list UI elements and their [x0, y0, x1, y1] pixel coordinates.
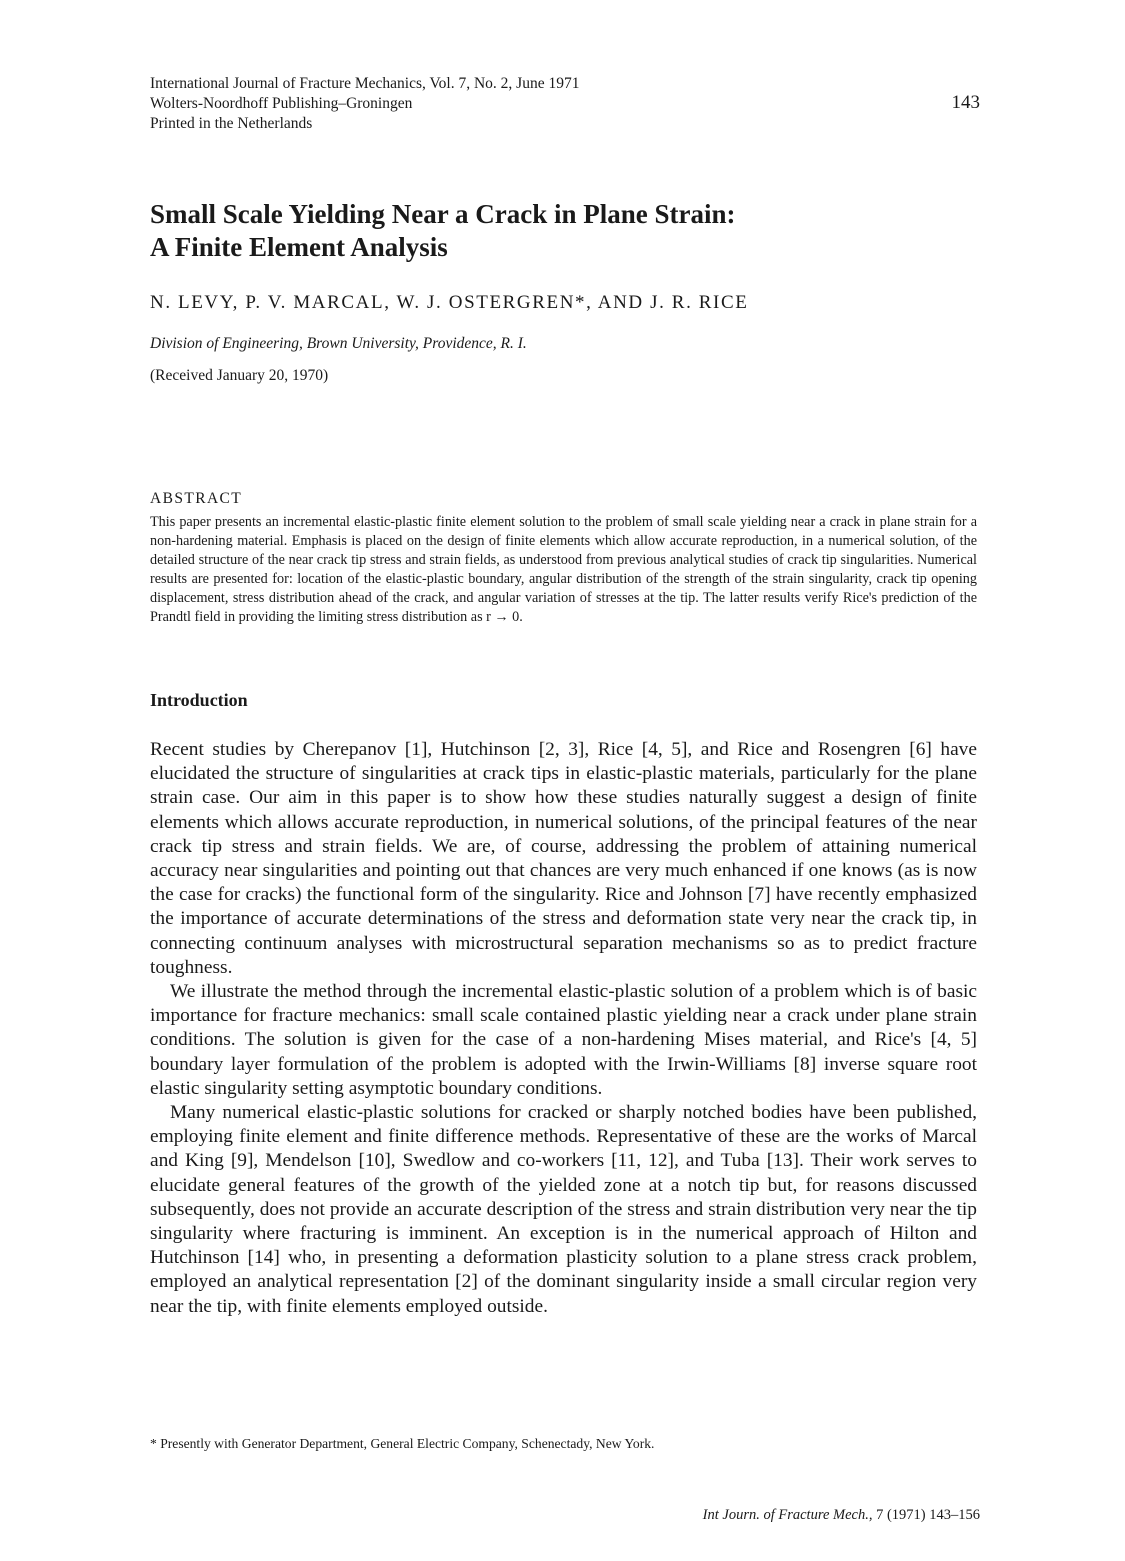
received-date: (Received January 20, 1970) — [150, 367, 329, 384]
page-number: 143 — [951, 92, 980, 113]
journal-abbrev: Int Journ. of Fracture Mech., — [702, 1507, 873, 1523]
paper-title — [150, 198, 970, 264]
publisher-line: Wolters-Noordhoff Publishing–Groningen — [150, 95, 413, 112]
abstract-text: This paper presents an incremental elastic-plastic finite element solution to the problem of small scale yielding near a crack in plane strain for a non-hardening material. Emphasis is placed on the design of finite elements which allow accurate reproduction, in a numerical solution, of the detailed structure of the near crack tip stress and strain fields, as understood from previous analytical studies of crack tip singularities. Numerical results are presented for: location of the elastic-plastic boundary, angular distribution of the strength of the strain singularity, crack tip opening displacement, stress distribution ahead of the crack, and angular variation of stresses at the tip. The latter results verify Rice's prediction of the Prandtl field in providing the limiting stress distribution as r → 0. — [150, 514, 977, 625]
citation-volume-pages: 7 (1971) 143–156 — [872, 1507, 980, 1523]
title-line-2: A Finite Element Analysis — [150, 232, 448, 262]
journal-line: International Journal of Fracture Mechanics, Vol. 7, No. 2, June 1971 — [150, 75, 580, 92]
journal-header — [150, 74, 579, 134]
paragraph: Many numerical elastic-plastic solutions for cracked or sharply notched bodies have been published, employing finite element and finite difference methods. Representative of these are the works of Marcal and King [9], Mendelson [10], Swedlow and co-workers [11, 12], and Tuba [13]. Their work serves to elucidate general features of the growth of the yielded zone at a notch tip but, for reasons discussed subsequently, does not provide an accurate description of the stress and strain distribution very near the tip singularity where fracturing is imminent. An exception is in the numerical approach of Hilton and Hutchinson [14] who, in presenting a deformation plasticity solution to a plane stress crack problem, employed an analytical representation [2] of the dominant singularity inside a small circular region very near the tip, with finite elements employed outside. — [150, 1102, 977, 1317]
introduction-body — [150, 738, 977, 1319]
affiliation: Division of Engineering, Brown University, Providence, R. I. — [150, 335, 527, 352]
paragraph: Recent studies by Cherepanov [1], Hutchinson [2, 3], Rice [4, 5], and Rice and Rosengren [6] have elucidated the structure of singularities at crack tips in elastic-plastic materials, particularly for the plane strain case. Our aim in this paper is to show how these studies naturally suggest a design of finite elements which allows accurate reproduction, in numerical solutions, of the principal features of the near crack tip stress and strain fields. We are, of course, addressing the problem of attaining numerical accuracy near singularities and pointing out that chances are very much enhanced if one knows (as is now the case for cracks) the functional form of the singularity. Rice and Johnson [7] have recently emphasized the importance of accurate determinations of the stress and deformation state very near the crack tip, in connecting continuum analyses with microstructural separation mechanisms so as to predict fracture toughness. — [150, 739, 977, 978]
title-line-1: Small Scale Yielding Near a Crack in Plane Strain: — [150, 199, 736, 229]
footnote: * Presently with Generator Department, General Electric Company, Schenectady, New York. — [150, 1436, 655, 1451]
paragraph: We illustrate the method through the incremental elastic-plastic solution of a problem which is of basic importance for fracture mechanics: small scale contained plastic yielding near a crack under plane strain conditions. The solution is given for the case of a non-hardening Mises material, and Rice's [4, 5] boundary layer formulation of the problem is adopted with the Irwin-Williams [8] inverse square root elastic singularity setting asymptotic boundary conditions. — [150, 981, 977, 1099]
abstract-heading: ABSTRACT — [150, 490, 243, 507]
introduction-heading: Introduction — [150, 690, 248, 710]
printed-line: Printed in the Netherlands — [150, 115, 313, 132]
author-list: N. LEVY, P. V. MARCAL, W. J. OSTERGREN*, AND J. R. RICE — [150, 292, 749, 313]
footer-citation — [560, 1507, 980, 1524]
